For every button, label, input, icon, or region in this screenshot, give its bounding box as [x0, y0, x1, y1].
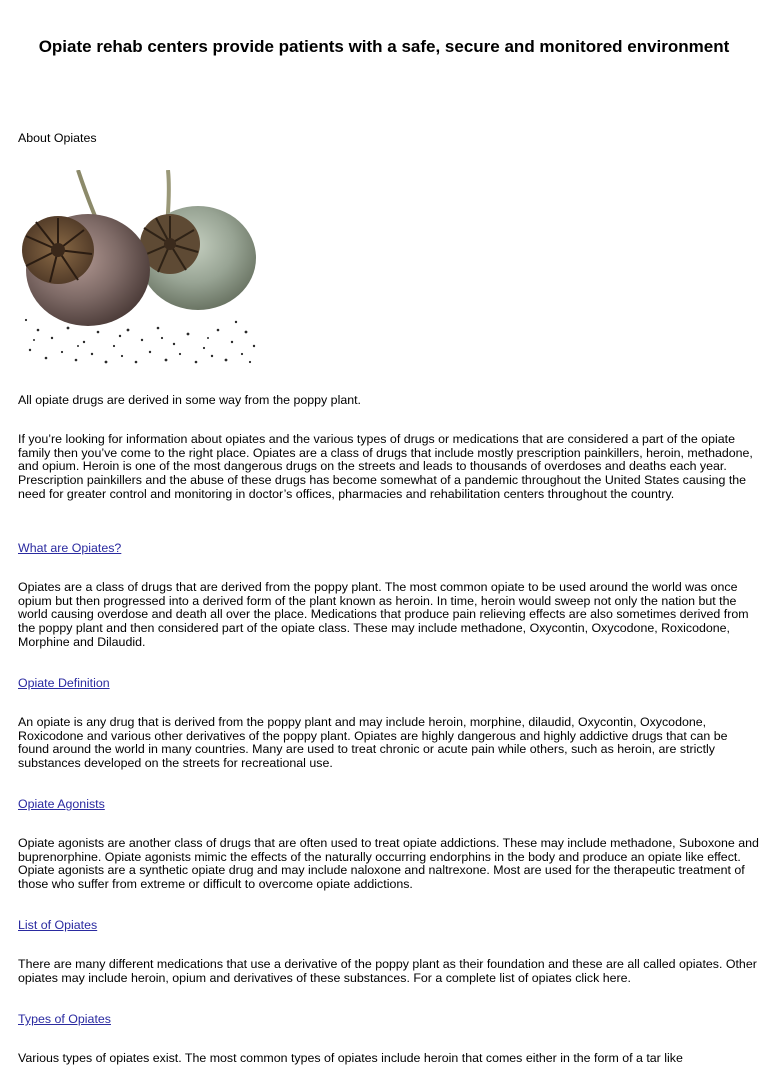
- opiate-agonists-link[interactable]: Opiate Agonists: [18, 797, 105, 811]
- section-label: About Opiates: [18, 131, 97, 145]
- opiate-agonists-paragraph: Opiate agonists are another class of drugs that are often used to treat opiate addictions. These may include methadone, Suboxone and buprenorphine. Opiate agonists mimic the effects of the naturally occurring endorphins in the body and produce an opiate like effect. Opiate agonists are a synthetic opiate drug and may include naloxone and naltrexone. Most are used for the therapeutic treatment of those who suffer from extreme or difficult to overcome opiate addictions.: [18, 836, 759, 892]
- intro-paragraph: If you’re looking for information about opiates and the various types of drugs or medications that are considered a part of the opiate family then you’ve come to the right place. Opiates are a class of drugs that include mostly prescription painkillers, heroin, methadone, and opium. Heroin is one of the most dangerous drugs on the streets and leads to thousands of overdoses and deaths each year. Prescription painkillers and the abuse of these drugs has become somewhat of a pandemic throughout the United States causing the need for greater control and monitoring in doctor’s offices, pharmacies and rehabilitation centers throughout the country.: [18, 432, 753, 501]
- what-are-opiates-link[interactable]: What are Opiates?: [18, 541, 122, 555]
- document-title: Opiate rehab centers provide patients with a safe, secure and monitored environment: [38, 37, 730, 56]
- types-of-opiates-link[interactable]: Types of Opiates: [18, 1012, 111, 1026]
- poppy-pods-image: [18, 170, 260, 366]
- image-caption: All opiate drugs are derived in some way from the poppy plant.: [18, 393, 361, 407]
- list-of-opiates-paragraph: There are many different medications that use a derivative of the poppy plant as their foundation and these are all called opiates. Other opiates may include heroin, opium and derivatives of these substances. For a complete list of opiates click here.: [18, 957, 757, 985]
- types-of-opiates-paragraph: Various types of opiates exist. The most common types of opiates include heroin that comes either in the form of a tar like: [18, 1051, 683, 1065]
- list-of-opiates-link[interactable]: List of Opiates: [18, 918, 98, 932]
- opiate-definition-link[interactable]: Opiate Definition: [18, 676, 110, 690]
- opiate-definition-paragraph: An opiate is any drug that is derived from the poppy plant and may include heroin, morphine, dilaudid, Oxycontin, Oxycodone, Roxicodone and various other derivatives of the poppy plant. Opiates are highly dangerous and highly addictive drugs that can be found around the world in many countries. Many are used to treat chronic or acute pain while others, such as heroin, are strictly substances developed on the streets for recreational use.: [18, 715, 728, 771]
- what-are-opiates-paragraph: Opiates are a class of drugs that are derived from the poppy plant. The most common opiate to be used around the world was once opium but then progressed into a derived form of the plant known as heroin. In time, heroin would sweep not only the nation but the world causing overdose and death all over the place. Medications that produce pain relieving effects are also sometimes derived from the poppy plant and then considered part of the opiate class. These may include methadone, Oxycontin, Oxycodone, Roxicodone, Morphine and Dilaudid.: [18, 580, 749, 649]
